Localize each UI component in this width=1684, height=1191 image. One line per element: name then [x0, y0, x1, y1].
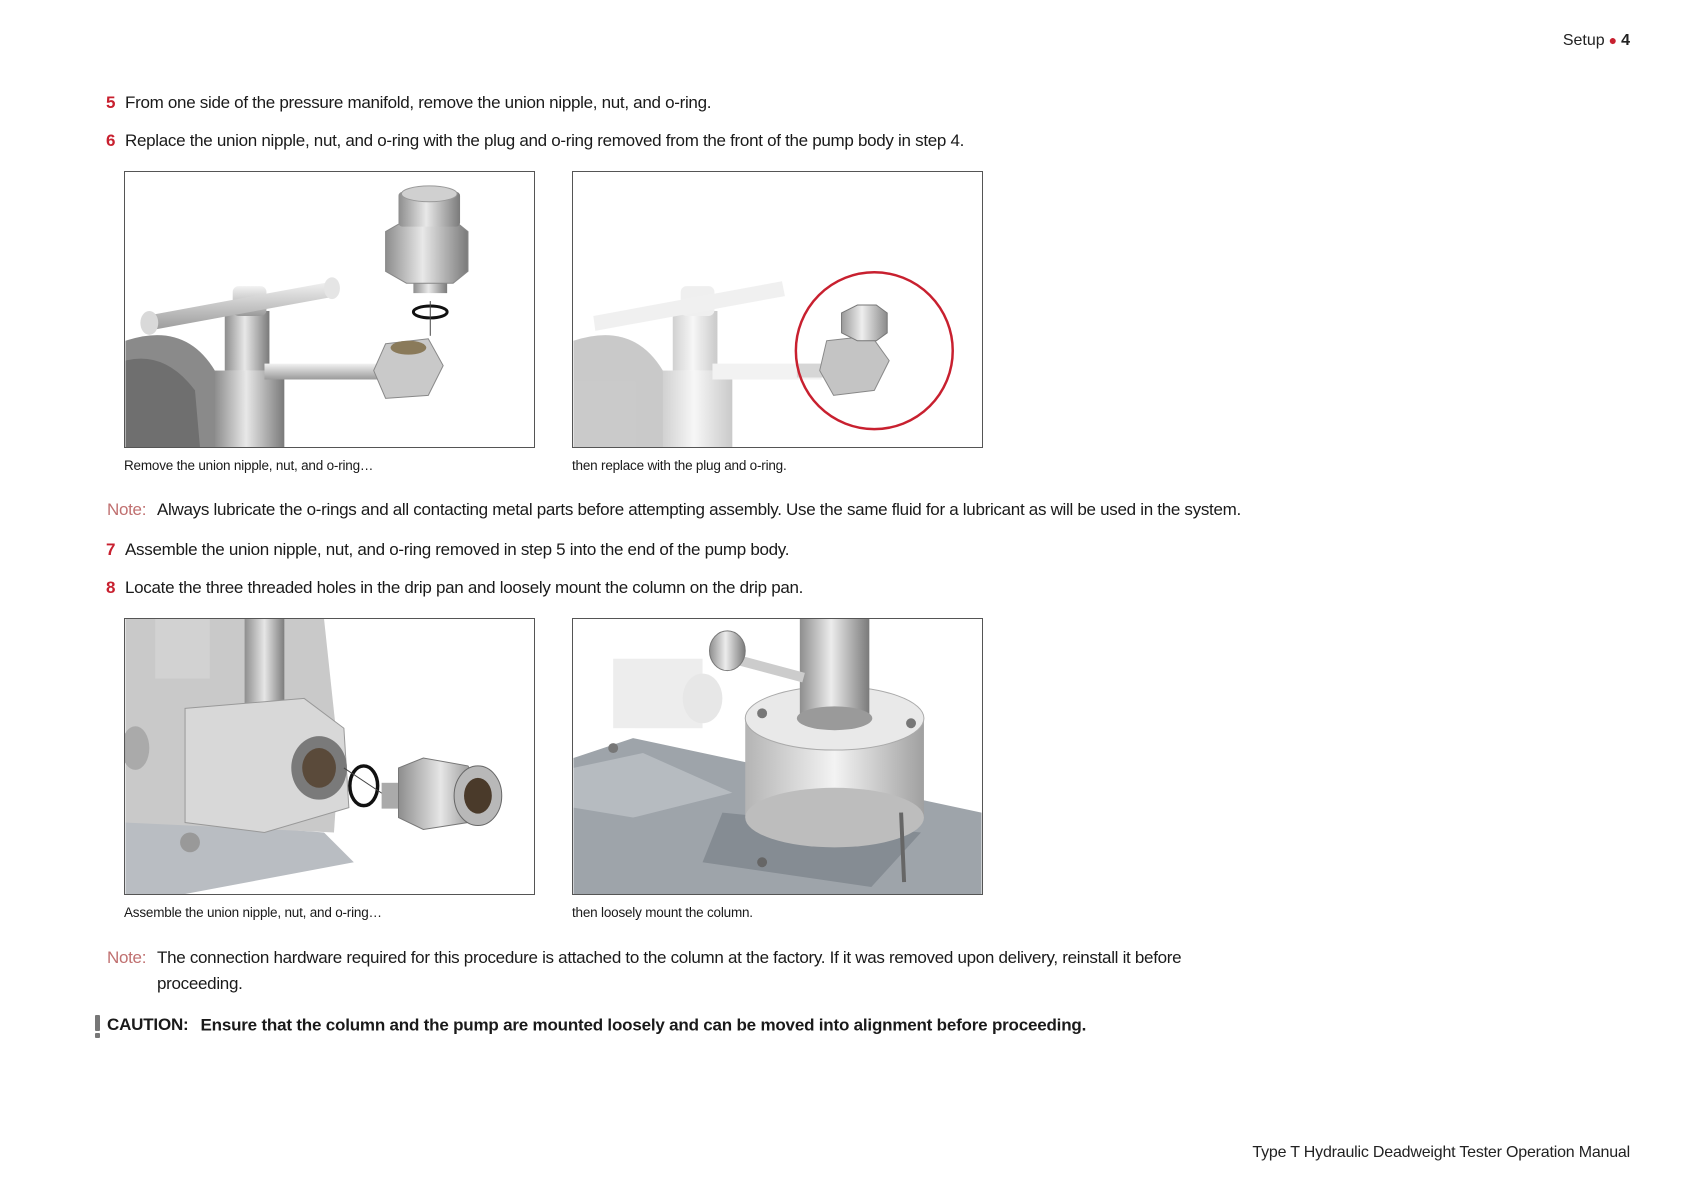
section-name: Setup: [1562, 32, 1605, 49]
exclamation-icon: [94, 1015, 101, 1037]
step-5: [106, 93, 711, 113]
step-text: Locate the three threaded holes in the drip pan and loosely mount the column on the drip pan.: [125, 578, 804, 597]
note-text: Always lubricate the o-rings and all contacting metal parts before attempting assembly. Use the same fluid for a lubricant as will be used in the system.: [157, 500, 1241, 519]
caution-block: [94, 1015, 1086, 1037]
page-header: [1563, 32, 1630, 50]
note-text-continued: proceeding.: [157, 974, 243, 993]
step-6: [106, 131, 964, 151]
figure-caption: then replace with the plug and o-ring.: [572, 458, 787, 473]
page-number: 4: [1621, 32, 1630, 49]
note-connection-hardware: [107, 945, 1257, 997]
step-number: 5: [106, 93, 116, 112]
caution-label: CAUTION:: [107, 1015, 189, 1035]
note-label: Note:: [107, 500, 147, 519]
note-text: The connection hardware required for this procedure is attached to the column at the factory. If it was removed upon delivery, reinstall it before: [157, 948, 1182, 967]
step-number: 6: [106, 131, 116, 150]
step-text: Assemble the union nipple, nut, and o-ring removed in step 5 into the end of the pump body.: [125, 540, 790, 559]
step-number: 8: [106, 578, 116, 597]
photo-manifold-plug-icon: [573, 172, 982, 447]
figure-caption: Remove the union nipple, nut, and o-ring…: [124, 458, 374, 473]
photo-column-drip-pan-icon: [573, 619, 982, 894]
note-label: Note:: [107, 948, 147, 967]
step-text: Replace the union nipple, nut, and o-ring with the plug and o-ring removed from the front of the pump body in step 4.: [125, 131, 965, 150]
figure-mount-column: [572, 618, 983, 895]
photo-manifold-remove-icon: [125, 172, 534, 447]
caution-text: Ensure that the column and the pump are mounted loosely and can be moved into alignment before proceeding.: [200, 1015, 1087, 1035]
step-7: [106, 540, 789, 560]
figure-caption: then loosely mount the column.: [572, 905, 753, 920]
separator-dot-icon: ●: [1608, 32, 1618, 48]
page-footer: Type T Hydraulic Deadweight Tester Operation Manual: [1252, 1144, 1630, 1161]
step-text: From one side of the pressure manifold, remove the union nipple, nut, and o-ring.: [125, 93, 712, 112]
step-8: [106, 578, 803, 598]
figure-caption: Assemble the union nipple, nut, and o-ring…: [124, 905, 382, 920]
step-number: 7: [106, 540, 116, 559]
photo-pump-body-icon: [125, 619, 534, 894]
figure-replace-with-plug: [572, 171, 983, 448]
figure-remove-union-nipple: [124, 171, 535, 448]
note-lubricate: [107, 497, 1241, 523]
figure-assemble-union-nipple: [124, 618, 535, 895]
